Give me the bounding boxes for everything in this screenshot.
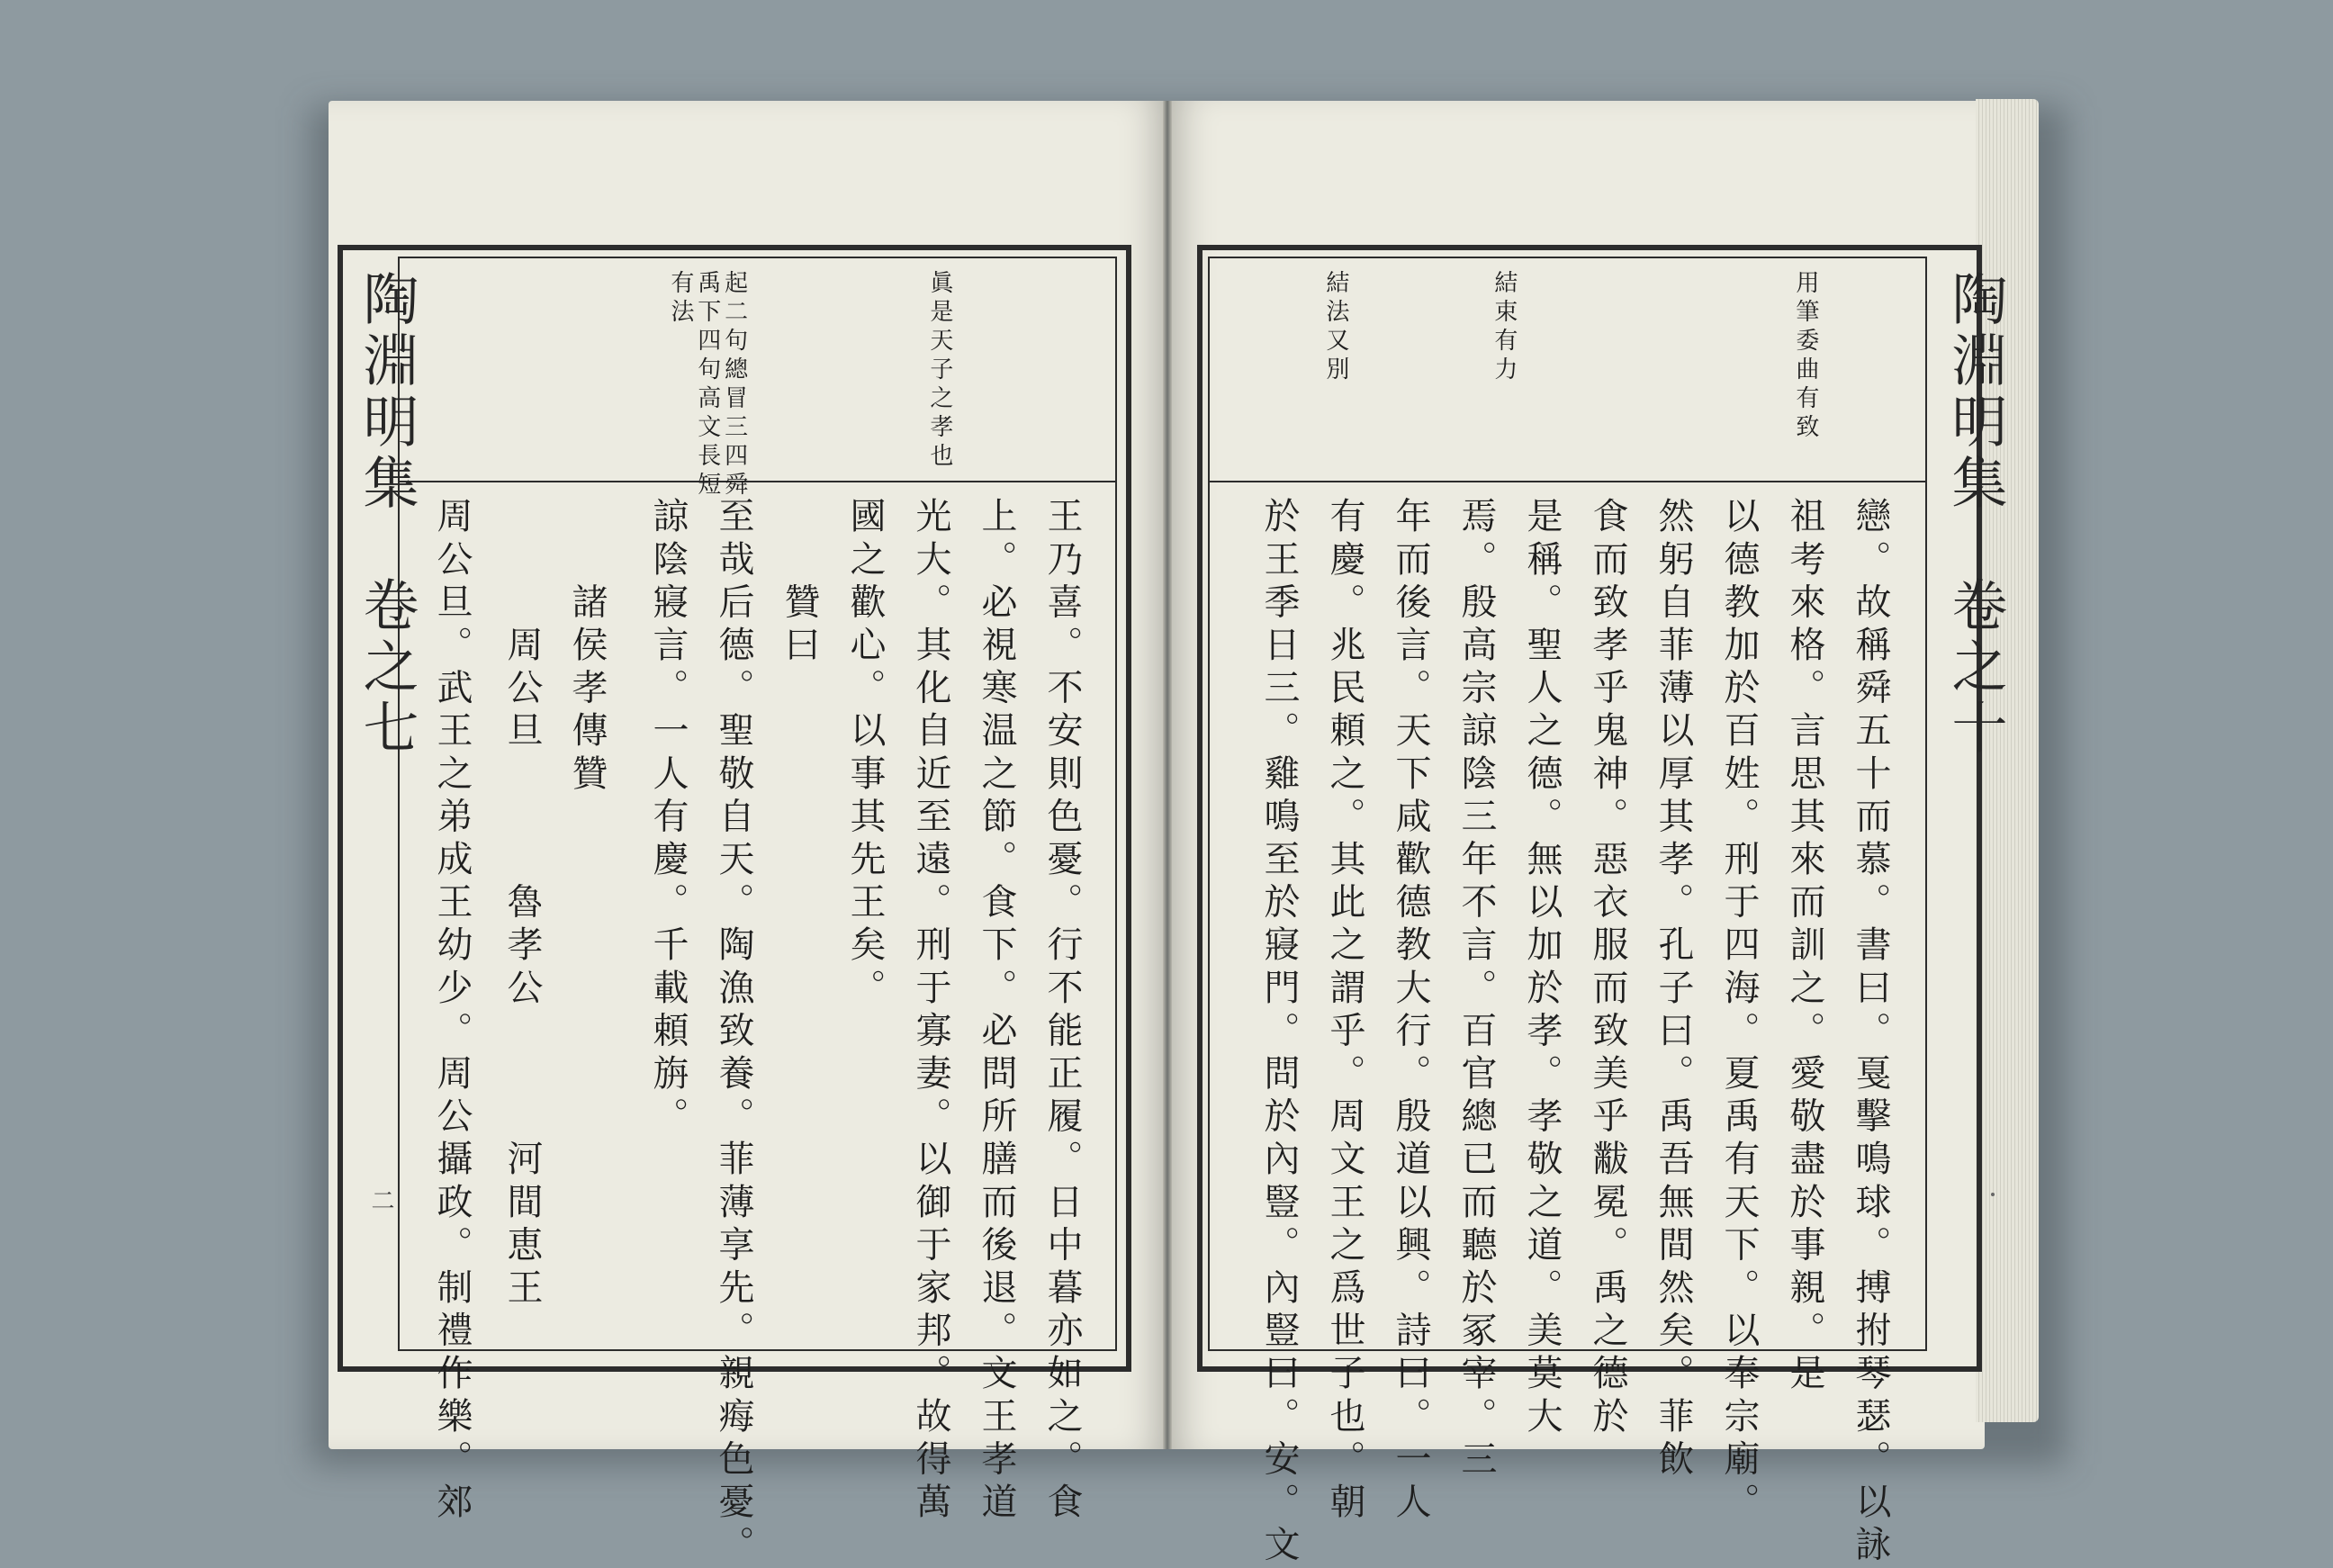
right-margin-title: 陶淵明集 卷之十 — [1942, 270, 2008, 760]
left-text-column-9: 周公旦 魯孝公 河間恵王 — [501, 497, 543, 1311]
right-text-column-8: 年而後言。天下咸歡德教大行。殷道以興。詩曰。一人 — [1390, 497, 1431, 1526]
left-note-1: 眞是天子之孝也 — [925, 270, 953, 472]
right-text-column-6: 是稱。聖人之德。無以加於孝。孝敬之道。美莫大 — [1521, 497, 1563, 1440]
right-text-column-2: 祖考來格。言思其來而訓之。愛敬盡於事親。是 — [1784, 497, 1825, 1397]
left-text-column-3: 光大。其化自近至遠。刑于寡妻。以御于家邦。故得萬 — [910, 497, 951, 1526]
right-note-2: 結束有力 — [1490, 270, 1518, 385]
left-text-column-4: 國之歡心。以事其先王矣。 — [844, 497, 886, 1012]
right-note-3: 結法又別 — [1321, 270, 1349, 385]
folio-number: 二 — [367, 1188, 394, 1212]
right-text-column-1: 戀。故稱舜五十而慕。書曰。戛擊鳴球。搏拊琴瑟。以詠 — [1850, 497, 1891, 1568]
left-header-divider — [398, 481, 1116, 482]
left-text-column-10: 周公旦。武王之弟成王幼少。周公攝政。制禮作樂。郊 — [431, 497, 473, 1526]
right-text-column-4: 然躬自菲薄以厚其孝。孔子曰。禹吾無間然矣。菲飲 — [1653, 497, 1694, 1482]
book-gutter — [1163, 101, 1172, 1449]
right-text-column-3: 以德教加於百姓。刑于四海。夏禹有天下。以奉宗廟。 — [1718, 497, 1760, 1526]
left-margin-title: 陶淵明集 卷之七 — [354, 270, 419, 760]
right-note-1: 用筆委曲有致 — [1791, 270, 1819, 443]
left-text-column-5: 贊曰 — [779, 497, 820, 669]
left-text-column-1: 王乃喜。不安則色憂。行不能正履。日中暮亦如之。食 — [1041, 497, 1083, 1526]
right-text-column-7: 焉。殷高宗諒陰三年不言。百官總已而聽於冢宰。三 — [1455, 497, 1497, 1482]
right-text-column-5: 食而致孝乎鬼神。惡衣服而致美乎黻冕。禹之德於 — [1587, 497, 1628, 1440]
paper-spot — [1991, 1193, 1995, 1196]
right-text-column-9: 有慶。兆民頼之。其此之謂乎。周文王之爲世子也。朝 — [1324, 497, 1365, 1526]
left-text-column-7: 諒陰寢言。一人有慶。千載頼旃。 — [647, 497, 689, 1140]
left-text-column-2: 上。必視寒温之節。食下。必問所膳而後退。文王孝道 — [976, 497, 1017, 1526]
left-note-2: 起二句總冒三四舜 禹下四句高文長短 有法 — [666, 270, 748, 500]
right-text-column-10: 於王季日三。雞鳴至於寢門。問於內豎。內豎曰。安。文 — [1258, 497, 1300, 1568]
right-header-divider — [1208, 481, 1926, 482]
left-text-column-6: 至哉后德。聖敬自天。陶漁致養。菲薄享先。親痗色憂。 — [713, 497, 754, 1568]
left-text-column-8: 諸侯孝傳贊 — [566, 497, 608, 798]
